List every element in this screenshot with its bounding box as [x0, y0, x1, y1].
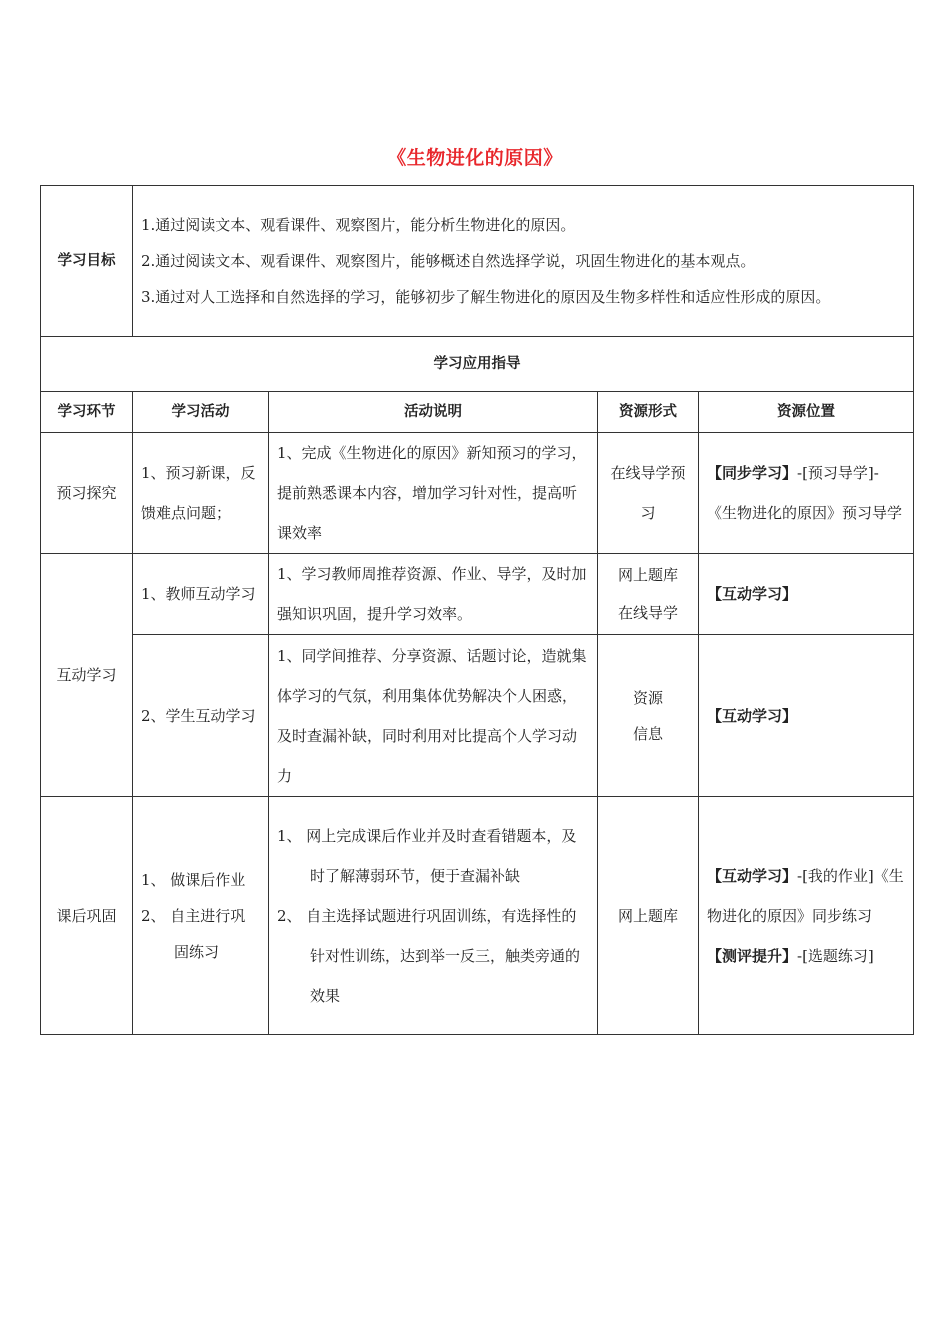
location-cell	[699, 554, 914, 635]
goals-list	[133, 186, 914, 337]
stage-cell: 预习探究	[41, 433, 133, 554]
form-line: 资源	[632, 688, 663, 707]
desc-cell: 1、同学间推荐、分享资源、话题讨论，造就集体学习的气氛，利用集体优势解决个人困惑，及时查漏补缺，同时利用对比提高个人学习动力	[269, 635, 598, 797]
column-header: 学习活动	[133, 392, 269, 433]
location-link[interactable]: 【互动学习】	[707, 706, 798, 725]
goal-item: 1.通过阅读文本、观看课件、观察图片，能分析生物进化的原因。	[141, 216, 576, 234]
location-cell	[699, 433, 914, 554]
location-path: -[预习导学]- 《生物进化的原因》预习导学	[707, 464, 903, 522]
location-path: -[选题练习]	[797, 946, 874, 965]
table-row	[41, 635, 914, 797]
activity-cell: 1、预习新课，反馈难点问题；	[133, 433, 269, 554]
activity-cell	[133, 797, 269, 1035]
location-link[interactable]: 【测评提升】	[707, 946, 798, 965]
table-row	[41, 554, 914, 635]
learning-guide-table	[40, 185, 913, 1035]
desc-cell: 1、完成《生物进化的原因》新知预习的学习，提前熟悉课本内容，增加学习针对性，提高听课效率	[269, 433, 598, 554]
table-row	[41, 797, 914, 1035]
form-cell	[598, 635, 699, 797]
column-header: 资源形式	[598, 392, 699, 433]
activity-item: 1、 做课后作业	[141, 870, 246, 889]
stage-cell: 课后巩固	[41, 797, 133, 1035]
activity-cell: 1、教师互动学习	[133, 554, 269, 635]
column-header: 资源位置	[699, 392, 914, 433]
location-entry	[707, 936, 905, 976]
document-title: 《生物进化的原因》	[387, 147, 563, 169]
goals-label: 学习目标	[41, 186, 133, 337]
location-cell	[699, 797, 914, 1035]
column-header: 活动说明	[269, 392, 598, 433]
location-entry	[707, 856, 905, 936]
form-line: 网上题库	[617, 566, 678, 584]
form-line: 在线导学	[617, 604, 678, 622]
form-line: 信息	[632, 724, 663, 743]
table-row	[41, 433, 914, 554]
location-path: -[我的作业]《生物进化的原因》同步练习	[707, 866, 904, 925]
activity-cell: 2、学生互动学习	[133, 635, 269, 797]
location-link[interactable]: 【互动学习】	[707, 866, 798, 885]
location-link[interactable]: 【互动学习】	[707, 585, 798, 603]
form-cell	[598, 554, 699, 635]
goal-item: 2.通过阅读文本、观看课件、观察图片，能够概述自然选择学说，巩固生物进化的基本观点。	[141, 252, 756, 270]
stage-cell: 互动学习	[41, 554, 133, 797]
desc-item: 2、 自主选择试题进行巩固训练，有选择性的针对性训练，达到举一反三，触类旁通的效果	[277, 906, 581, 1005]
form-cell: 在线导学预习	[598, 433, 699, 554]
goals-row	[41, 186, 914, 337]
activity-item: 2、 自主进行巩固练习	[141, 906, 246, 961]
desc-cell: 1、学习教师周推荐资源、作业、导学，及时加强知识巩固，提升学习效率。	[269, 554, 598, 635]
form-cell: 网上题库	[598, 797, 699, 1035]
desc-item: 1、 网上完成课后作业并及时查看错题本，及时了解薄弱环节，便于查漏补缺	[277, 826, 577, 885]
location-link[interactable]: 【同步学习】	[707, 464, 798, 482]
column-header-row	[41, 392, 914, 433]
column-header: 学习环节	[41, 392, 133, 433]
location-cell	[699, 635, 914, 797]
desc-cell	[269, 797, 598, 1035]
guide-header: 学习应用指导	[41, 337, 914, 392]
goal-item: 3.通过对人工选择和自然选择的学习，能够初步了解生物进化的原因及生物多样性和适应性形成的原因。	[141, 288, 831, 306]
